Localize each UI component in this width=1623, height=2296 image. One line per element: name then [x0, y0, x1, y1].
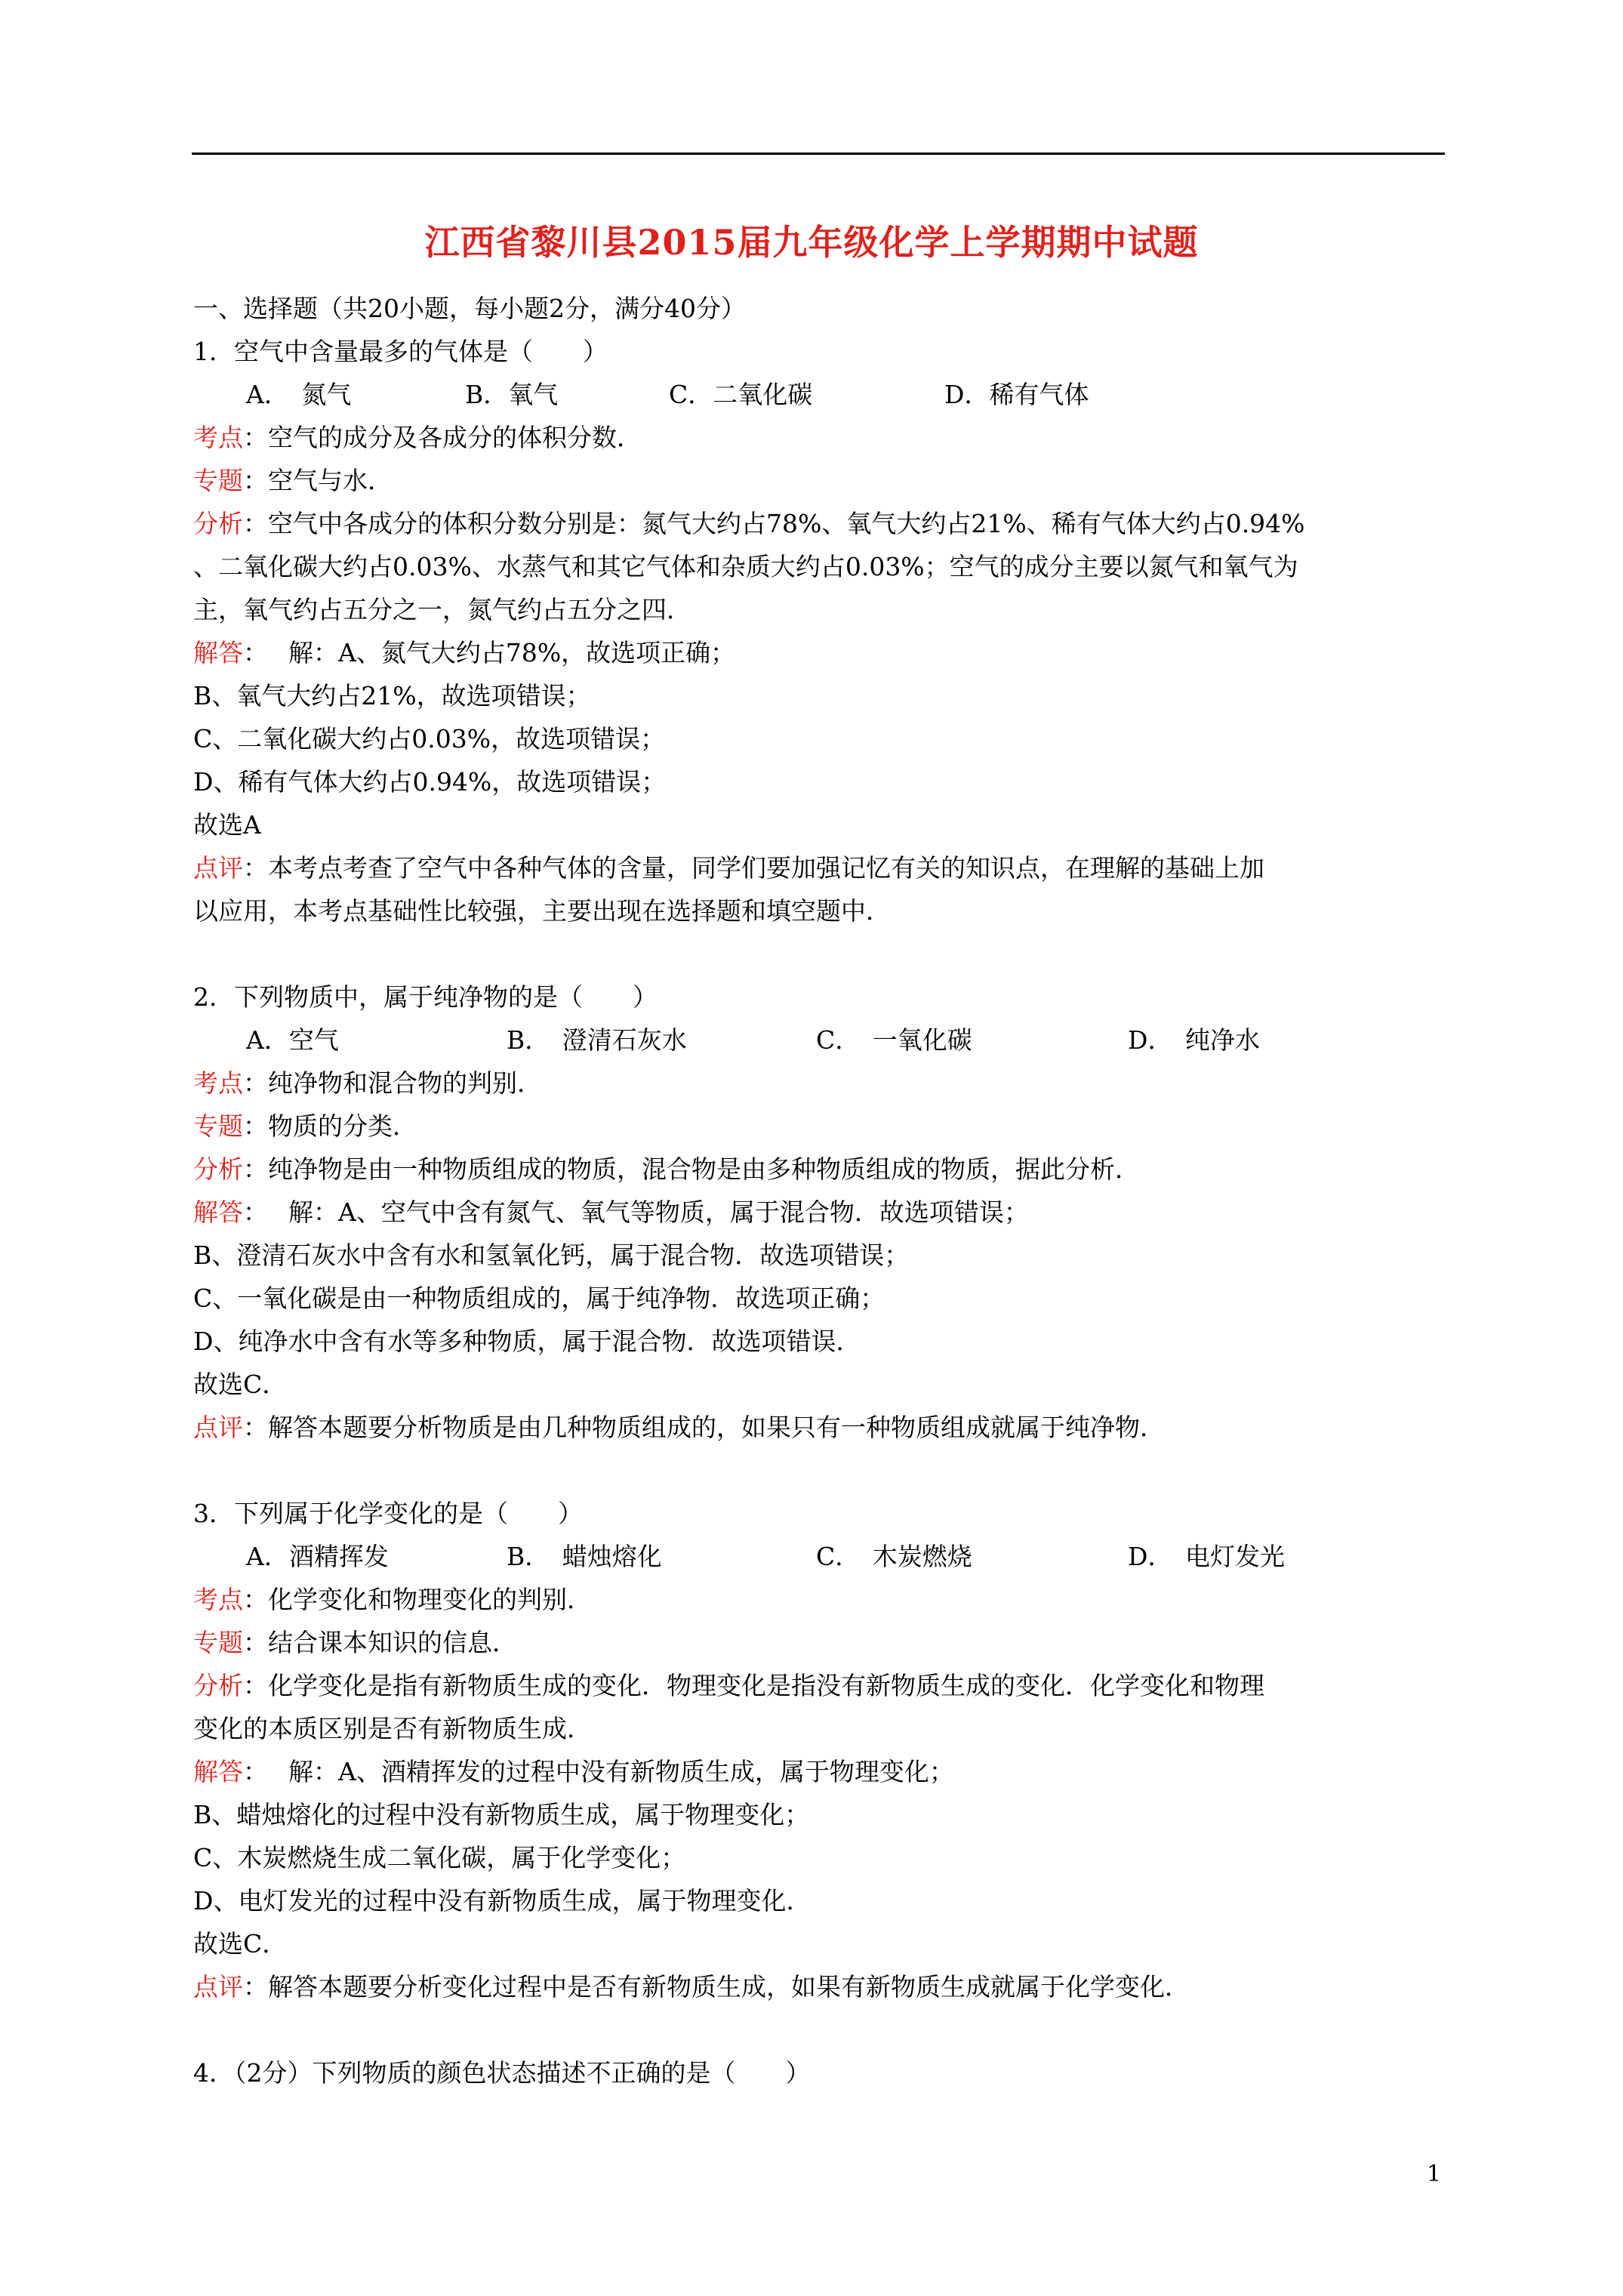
jieda-text: D、稀有气体大约占0.94%，故选项错误； [193, 767, 667, 797]
fenxi-text: 变化的本质区别是否有新物质生成． [193, 1714, 592, 1743]
zhuanti-label: 专题 [193, 1628, 243, 1657]
question-2 [193, 975, 1446, 1449]
question-1 [193, 330, 1446, 932]
page-title: 江西省黎川县2015届九年级化学上学期期中试题 [424, 222, 1199, 263]
kaodian-text: ：纯净物和混合物的判别． [243, 1068, 542, 1098]
jieda-text: 故选A [193, 810, 261, 840]
zhuanti-text: ：物质的分类． [243, 1111, 417, 1141]
zhuanti-text: ：空气与水． [243, 466, 393, 495]
question-stem: 3．下列属于化学变化的是（ ） [193, 1499, 583, 1528]
dianping-label: 点评 [193, 1413, 243, 1442]
option-c: C．二氧化碳 [669, 380, 813, 409]
question-4-stem: 4．（2分）下列物质的颜色状态描述不正确的是（ ） [193, 2058, 811, 2088]
fenxi-text: ：化学变化是指有新物质生成的变化．物理变化是指没有新物质生成的变化．化学变化和物理 [243, 1671, 1264, 1700]
option-c: C． 木炭燃烧 [816, 1542, 972, 1571]
kaodian-label: 考点 [193, 1585, 243, 1614]
jieda-line [193, 1750, 1446, 1793]
fenxi-line [193, 1148, 1446, 1191]
kaodian-line [193, 416, 1446, 459]
option-d: D． 纯净水 [1128, 1025, 1260, 1055]
kaodian-label: 考点 [193, 1068, 243, 1098]
option-b: B．氧气 [465, 380, 559, 409]
page-number: 1 [1427, 2161, 1442, 2187]
jieda-label: 解答 [193, 638, 243, 667]
jieda-text: B、氧气大约占21%，故选项错误； [193, 681, 591, 710]
question-stem: 1．空气中含量最多的气体是（ ） [193, 337, 608, 366]
kaodian-line [193, 1578, 1446, 1621]
dianping-text: ：解答本题要分析变化过程中是否有新物质生成，如果有新物质生成就属于化学变化． [243, 1972, 1190, 2002]
dianping-text: ：本考点考查了空气中各种气体的含量，同学们要加强记忆有关的知识点，在理解的基础上加 [243, 853, 1264, 883]
jieda-line [193, 1191, 1446, 1234]
fenxi-line [193, 502, 1446, 545]
dianping-line [193, 846, 1446, 889]
question-3 [193, 1492, 1446, 2008]
zhuanti-label: 专题 [193, 1111, 243, 1141]
dianping-line [193, 1406, 1446, 1449]
zhuanti-line [193, 1105, 1446, 1148]
kaodian-text: ：化学变化和物理变化的判别． [243, 1585, 592, 1614]
zhuanti-line [193, 1621, 1446, 1664]
jieda-text: 故选C． [193, 1370, 288, 1399]
dianping-line [193, 1965, 1446, 2008]
fenxi-label: 分析 [193, 1154, 243, 1184]
exam-content [193, 287, 1446, 2094]
question-options [193, 1019, 1446, 1062]
fenxi-label: 分析 [193, 509, 243, 538]
fenxi-text: 、二氧化碳大约占0.03%、水蒸气和其它气体和杂质大约占0.03%；空气的成分主要以氮气和氧气为 [193, 552, 1298, 581]
question-options [193, 1535, 1446, 1578]
kaodian-text: ：空气的成分及各成分的体积分数． [243, 423, 642, 452]
option-b: B． 澄清石灰水 [507, 1025, 687, 1055]
jieda-text: C、木炭燃烧生成二氧化碳，属于化学变化； [193, 1843, 686, 1872]
header-rule [192, 153, 1445, 155]
jieda-text: ： 解：A、氮气大约占78%，故选项正确； [243, 638, 736, 667]
option-a: A．空气 [246, 1025, 339, 1055]
jieda-text: 故选C． [193, 1929, 288, 1959]
fenxi-line [193, 1664, 1446, 1707]
jieda-text: ： 解：A、酒精挥发的过程中没有新物质生成，属于物理变化； [243, 1757, 954, 1786]
dianping-text: ：解答本题要分析物质是由几种物质组成的，如果只有一种物质组成就属于纯净物． [243, 1413, 1165, 1442]
fenxi-text: 主，氧气约占五分之一，氮气约占五分之四． [193, 595, 691, 624]
question-stem: 2．下列物质中，属于纯净物的是（ ） [193, 982, 658, 1012]
option-c: C． 一氧化碳 [816, 1025, 972, 1055]
jieda-line [193, 631, 1446, 674]
jieda-label: 解答 [193, 1197, 243, 1227]
kaodian-line [193, 1062, 1446, 1105]
option-a: A． 氮气 [246, 380, 352, 409]
fenxi-text: ：纯净物是由一种物质组成的物质，混合物是由多种物质组成的物质，据此分析． [243, 1154, 1140, 1184]
jieda-text: B、澄清石灰水中含有水和氢氧化钙，属于混合物．故选项错误； [193, 1240, 910, 1270]
jieda-text: ： 解：A、空气中含有氮气、氧气等物质，属于混合物．故选项错误； [243, 1197, 1029, 1227]
question-options [193, 373, 1446, 416]
zhuanti-text: ：结合课本知识的信息． [243, 1628, 517, 1657]
option-d: D．稀有气体 [944, 380, 1089, 409]
jieda-label: 解答 [193, 1757, 243, 1786]
fenxi-label: 分析 [193, 1671, 243, 1700]
fenxi-text: ：空气中各成分的体积分数分别是：氮气大约占78%、氧气大约占21%、稀有气体大约占0.94% [243, 509, 1305, 538]
jieda-text: D、纯净水中含有水等多种物质，属于混合物．故选项错误． [193, 1327, 861, 1356]
jieda-text: B、蜡烛熔化的过程中没有新物质生成，属于物理变化； [193, 1800, 810, 1829]
kaodian-label: 考点 [193, 423, 243, 452]
option-b: B． 蜡烛熔化 [507, 1542, 662, 1571]
zhuanti-label: 专题 [193, 466, 243, 495]
dianping-text: 以应用，本考点基础性比较强，主要出现在选择题和填空题中． [193, 896, 891, 926]
dianping-label: 点评 [193, 1972, 243, 2002]
section-header: 一、选择题（共20小题，每小题2分，满分40分） [193, 294, 746, 323]
jieda-text: D、电灯发光的过程中没有新物质生成，属于物理变化． [193, 1886, 812, 1915]
zhuanti-line [193, 459, 1446, 502]
jieda-text: C、二氧化碳大约占0.03%，故选项错误； [193, 724, 666, 754]
option-a: A．酒精挥发 [246, 1542, 389, 1571]
option-d: D． 电灯发光 [1128, 1542, 1285, 1571]
dianping-label: 点评 [193, 853, 243, 883]
jieda-text: C、一氧化碳是由一种物质组成的，属于纯净物．故选项正确； [193, 1284, 885, 1313]
